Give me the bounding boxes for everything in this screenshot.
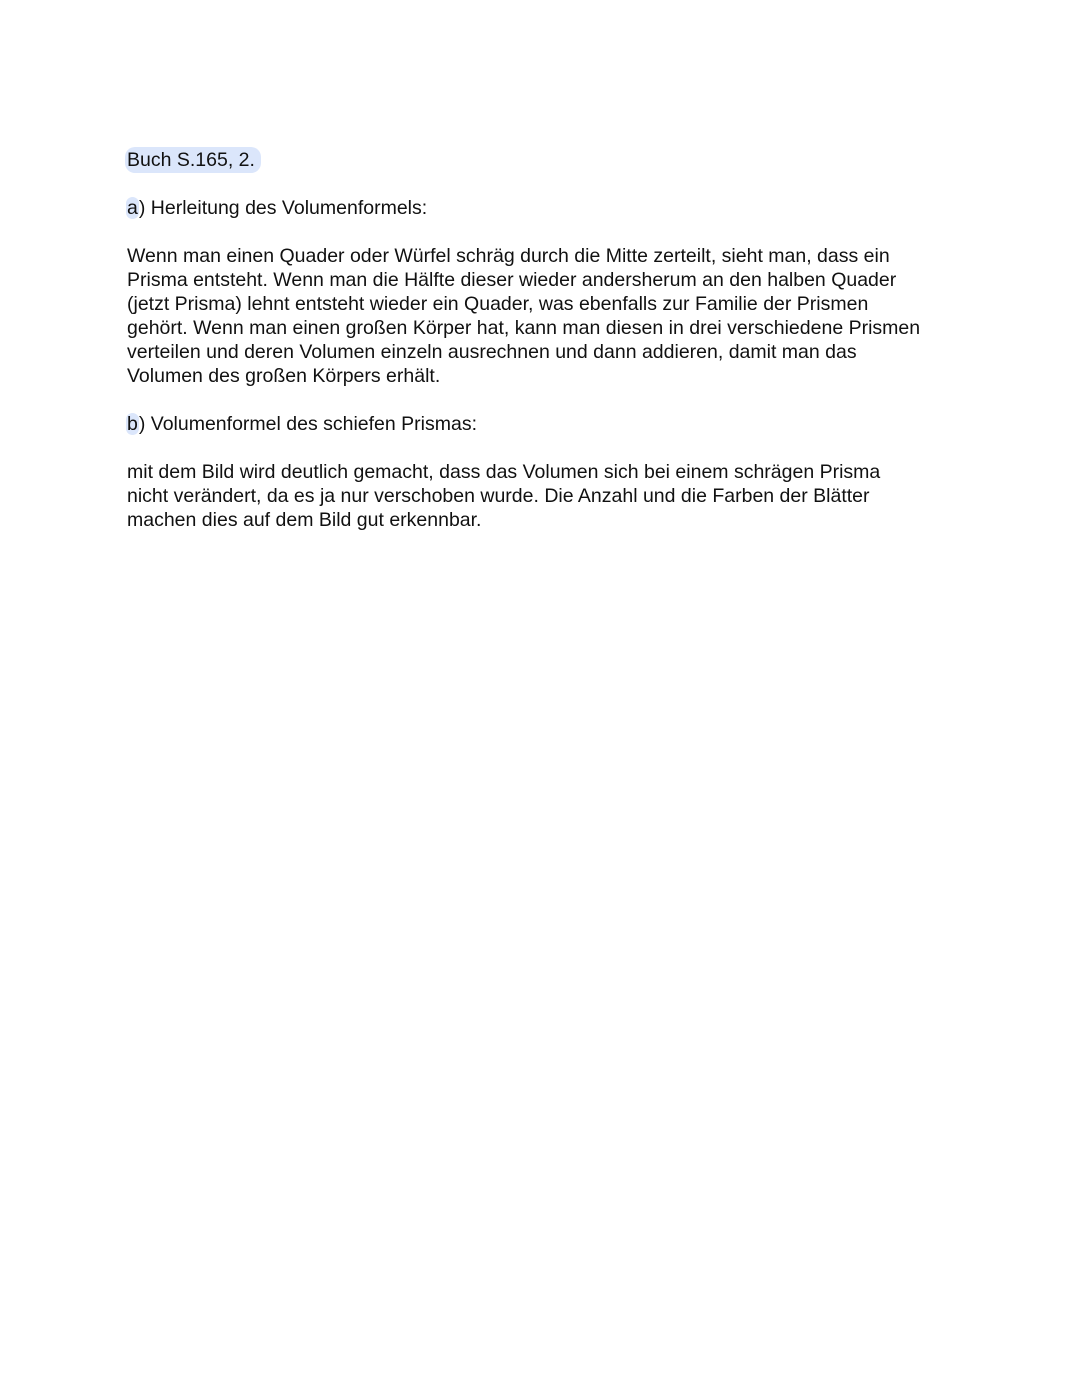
paragraph-line: verteilen und deren Volumen einzeln ausrechnen und dann addieren, damit man das xyxy=(127,341,857,363)
spacer xyxy=(127,436,957,460)
section-b-heading xyxy=(127,412,957,436)
spacer xyxy=(127,172,957,196)
paragraph-line: Wenn man einen Quader oder Würfel schräg durch die Mitte zerteilt, sieht man, dass ein xyxy=(127,245,890,267)
section-b-heading-text: ) Volumenformel des schiefen Prismas: xyxy=(138,413,477,435)
section-b-paragraph xyxy=(127,460,957,532)
paragraph-line: (jetzt Prisma) lehnt entsteht wieder ein Quader, was ebenfalls zur Familie der Prismen xyxy=(127,293,869,315)
section-a-letter[interactable]: a xyxy=(127,197,138,219)
section-a-heading-text: ) Herleitung des Volumenformels: xyxy=(138,197,428,219)
paragraph-line: Prisma entsteht. Wenn man die Hälfte dieser wieder andersherum an den halben Quader xyxy=(127,269,897,291)
section-a-heading xyxy=(127,196,957,220)
spacer xyxy=(127,388,957,412)
paragraph-line: Volumen des großen Körpers erhält. xyxy=(127,365,441,387)
section-b-letter[interactable]: b xyxy=(127,413,138,435)
section-a-paragraph xyxy=(127,244,957,388)
document-page xyxy=(127,148,957,532)
paragraph-line: machen dies auf dem Bild gut erkennbar. xyxy=(127,509,482,531)
paragraph-line: gehört. Wenn man einen großen Körper hat, kann man diesen in drei verschiedene Prismen xyxy=(127,317,921,339)
document-title-line xyxy=(127,148,957,172)
paragraph-line: mit dem Bild wird deutlich gemacht, dass das Volumen sich bei einem schrägen Prisma xyxy=(127,461,881,483)
document-title[interactable]: Buch S.165, 2. xyxy=(125,147,261,173)
paragraph-line: nicht verändert, da es ja nur verschoben wurde. Die Anzahl und die Farben der Blätter xyxy=(127,485,870,507)
spacer xyxy=(127,220,957,244)
